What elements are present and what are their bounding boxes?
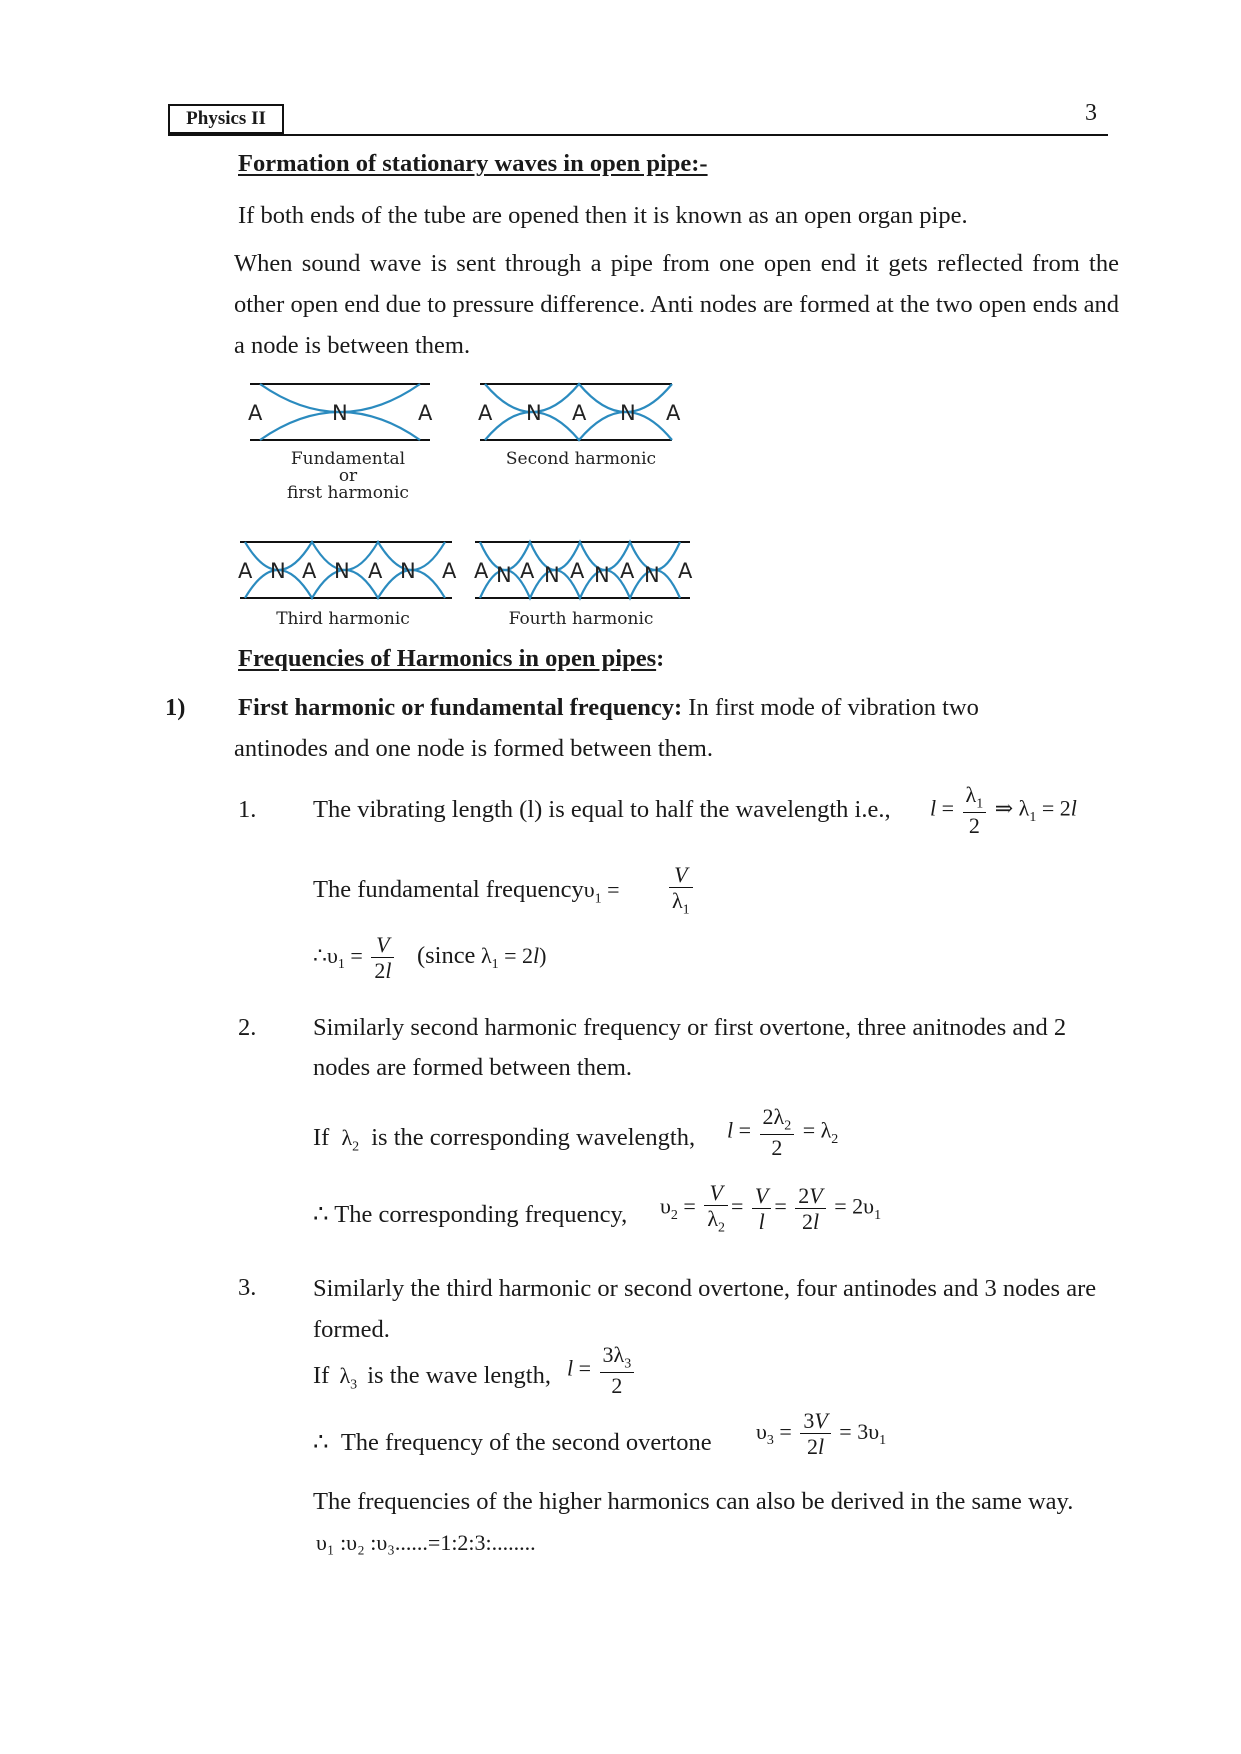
label-n: N bbox=[544, 563, 560, 587]
equation-v2: $\upsilon_2$ = $\frac{V}{\lambda_2}$ = $\frac{V}{l}$ = $\frac{2V}{2l}$ = $2\upsilon_1$ bbox=[660, 1180, 882, 1236]
since-text: (since bbox=[416, 941, 476, 969]
equation-lambda1: l = $\frac{\lambda_1}{2}$ ⇒ $\lambda_1 = 2l$ bbox=[930, 782, 1077, 839]
paragraph-open-pipe-definition: If both ends of the tube are opened then it is known as an open organ pipe. bbox=[238, 202, 968, 229]
caption-fundamental bbox=[258, 451, 438, 502]
frequency-ratio: υ₁ :υ₂ :υ₃......=1:2:3:........ bbox=[316, 1530, 536, 1555]
item-text: In first mode of vibration two bbox=[682, 694, 979, 721]
item-number: 1) bbox=[165, 694, 186, 721]
label-n: N bbox=[334, 559, 350, 583]
label-a: A bbox=[418, 401, 433, 425]
if-text: If bbox=[313, 1362, 330, 1389]
item-title: First harmonic or fundamental frequency: bbox=[238, 694, 683, 721]
diagram-harmonics-row2 bbox=[230, 538, 710, 608]
caption-fourth-harmonic: Fourth harmonic bbox=[508, 609, 654, 629]
item-first-harmonic bbox=[238, 688, 1098, 728]
book-label: Physics II bbox=[168, 104, 284, 134]
header-rule bbox=[168, 134, 1108, 136]
label-a: A bbox=[442, 559, 457, 583]
label-a: A bbox=[620, 559, 635, 583]
section-title-open-pipe: Formation of stationary waves in open pipe:- bbox=[238, 150, 708, 177]
equation-l-lambda3: l = $\frac{3\lambda_3}{2}$ bbox=[567, 1342, 637, 1399]
label-a: A bbox=[570, 559, 585, 583]
section-title-frequencies bbox=[238, 645, 664, 673]
paragraph-reflection: When sound wave is sent through a pipe from one open end it gets reflected from the other open end due to pressure difference. Anti nodes are formed at the two open ends and a node is between them. bbox=[234, 250, 1119, 359]
page-number: 3 bbox=[1085, 100, 1097, 126]
step-number: 1. bbox=[238, 796, 257, 823]
label-n: N bbox=[400, 559, 416, 583]
lambda3-line: If $\lambda_3$ is the wave length, bbox=[313, 1362, 551, 1393]
label-n: N bbox=[594, 563, 610, 587]
label-n: N bbox=[644, 563, 660, 587]
caption-second-harmonic: Second harmonic bbox=[505, 449, 657, 469]
label-n: N bbox=[270, 559, 286, 583]
equation-v1: $\therefore\upsilon_1$ = $\frac{V}{2l}$ (since $\lambda_1 = 2l$) bbox=[313, 932, 547, 984]
step-text: Similarly the third harmonic or second overtone, four antinodes and 3 nodes are formed. bbox=[313, 1275, 1097, 1343]
label-a: A bbox=[572, 401, 587, 425]
label-n: N bbox=[332, 401, 348, 425]
label-a: A bbox=[478, 401, 493, 425]
diagram-third-harmonic bbox=[238, 542, 457, 598]
label-a: A bbox=[368, 559, 383, 583]
label-n: N bbox=[526, 401, 542, 425]
fundamental-frequency-text: The fundamental frequency bbox=[313, 876, 584, 903]
second-overtone-text: The frequency of the second overtone bbox=[340, 1429, 712, 1456]
item-text-line2: antinodes and one node is formed between them. bbox=[234, 735, 713, 762]
equation-l-lambda2: l = $\frac{2\lambda_2}{2}$ = $\lambda_2$ bbox=[727, 1104, 839, 1161]
caption-line: Fundamental bbox=[290, 449, 406, 469]
label-n: N bbox=[620, 401, 636, 425]
diagram-second-harmonic bbox=[478, 384, 681, 440]
higher-harmonics-text: The frequencies of the higher harmonics can also be derived in the same way. bbox=[313, 1488, 1074, 1515]
corresponding-frequency-line: ∴ The corresponding frequency, bbox=[313, 1201, 628, 1228]
lambda2-line: If $\lambda_2$ is the corresponding wavelength, bbox=[313, 1124, 696, 1155]
equation-v3: $\upsilon_3$ = $\frac{3V}{2l}$ = $3\upsilon_1$ bbox=[756, 1408, 887, 1460]
if-text: If bbox=[313, 1124, 330, 1151]
lambda3-text: is the wave length, bbox=[367, 1362, 551, 1389]
caption-line: or bbox=[338, 466, 358, 486]
label-a: A bbox=[302, 559, 317, 583]
label-a: A bbox=[238, 559, 253, 583]
diagram-fundamental bbox=[248, 384, 433, 440]
step-number: 2. bbox=[238, 1014, 257, 1041]
label-n: N bbox=[496, 563, 512, 587]
label-a: A bbox=[248, 401, 263, 425]
label-a: A bbox=[520, 559, 535, 583]
lambda2-text: is the corresponding wavelength, bbox=[371, 1124, 696, 1151]
step-number: 3. bbox=[238, 1274, 257, 1301]
label-a: A bbox=[666, 401, 681, 425]
step-text: Similarly second harmonic frequency or first overtone, three anitnodes and 2 nodes are formed between them. bbox=[313, 1014, 1067, 1081]
diagram-fourth-harmonic bbox=[474, 542, 693, 598]
section-title-colon: : bbox=[656, 645, 665, 672]
caption-line: first harmonic bbox=[287, 483, 409, 503]
step-text: The vibrating length (l) is equal to half the wavelength i.e., bbox=[313, 796, 891, 823]
label-a: A bbox=[474, 559, 489, 583]
caption-third-harmonic: Third harmonic bbox=[276, 609, 410, 629]
second-overtone-line: ∴ The frequency of the second overtone bbox=[313, 1429, 712, 1456]
label-a: A bbox=[678, 559, 693, 583]
section-title-text: Frequencies of Harmonics in open pipes bbox=[238, 645, 657, 672]
equation-v-over-lambda: $\frac{V}{\lambda_1}$ bbox=[666, 862, 696, 919]
corresponding-frequency-text: The corresponding frequency, bbox=[334, 1201, 628, 1228]
fundamental-frequency-line: The fundamental frequencyυ$_1$ = bbox=[313, 876, 620, 907]
